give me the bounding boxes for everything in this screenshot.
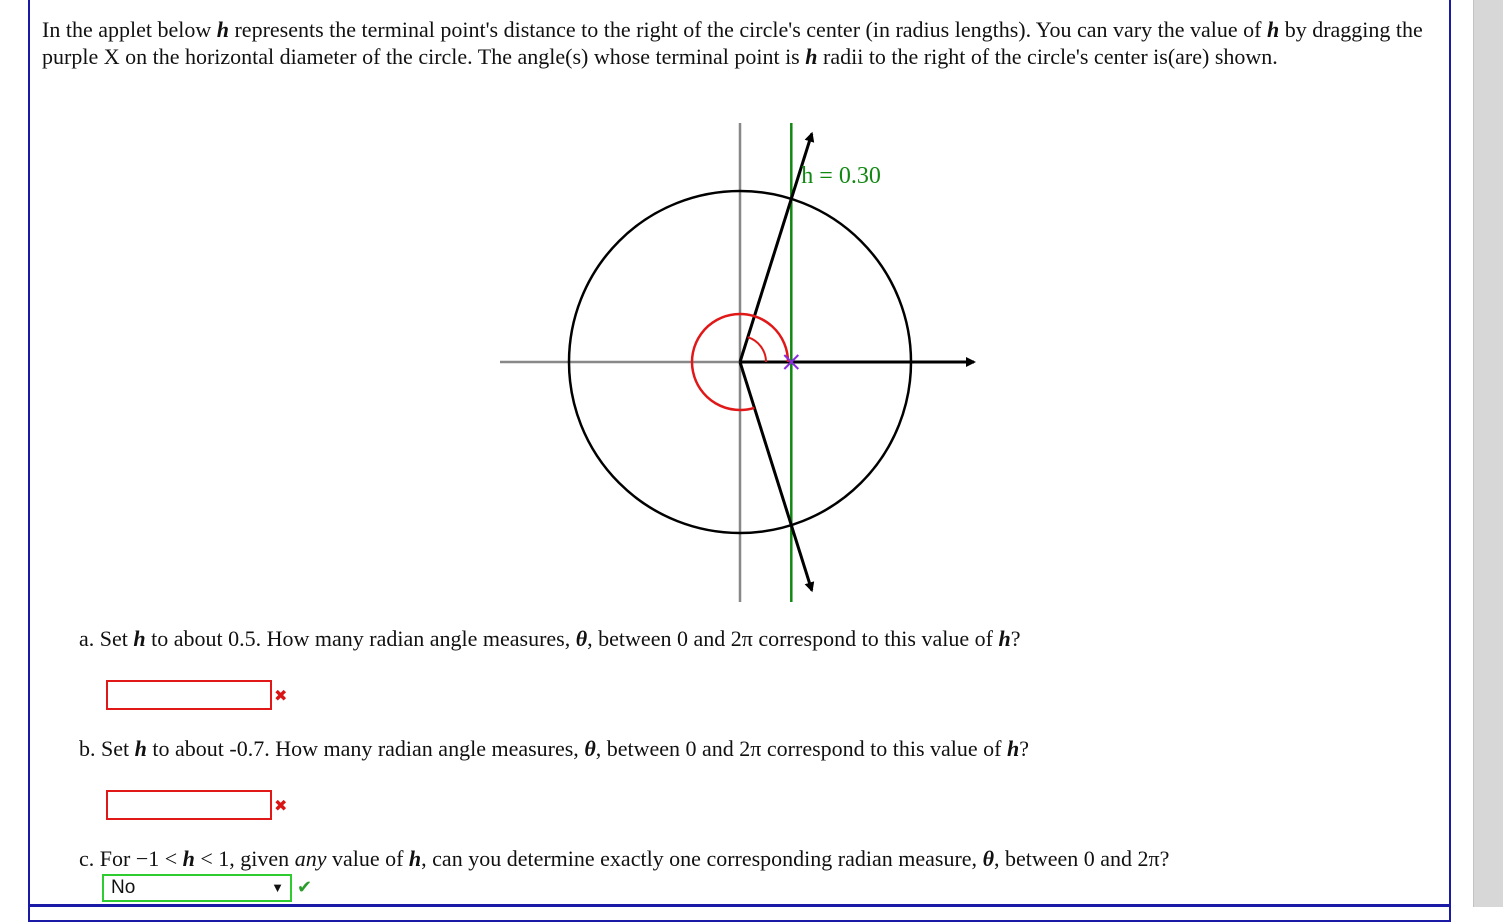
emphasis-any: any [294, 846, 327, 871]
x-icon: ✖ [274, 796, 288, 815]
intro-text: radii to the right of the circle's center is(are) shown. [817, 44, 1278, 69]
scrollbar[interactable] [1473, 0, 1503, 907]
h-variable: h [1266, 17, 1280, 42]
question-text: a. Set [79, 626, 134, 651]
question-b [79, 736, 1029, 762]
angle-arc-small [748, 337, 766, 362]
h-variable: h [134, 736, 147, 761]
question-text: c. For −1 < [79, 846, 183, 871]
chevron-down-icon: ▼ [271, 880, 284, 895]
question-text: ? [1010, 626, 1021, 651]
question-text: value of [326, 846, 409, 871]
question-text: , between 0 and 2π correspond to this value of [595, 736, 1008, 761]
question-text: < 1, given [194, 846, 295, 871]
select-value: No [111, 877, 136, 898]
h-variable: h [408, 846, 422, 871]
question-c [79, 846, 1169, 872]
h-variable: h [216, 17, 229, 42]
question-text: , can you determine exactly one corresponding radian measure, [421, 846, 983, 871]
question-a [79, 626, 1020, 652]
question-text: , between 0 and 2π? [993, 846, 1170, 871]
h-variable: h [1007, 736, 1020, 761]
answer-c-select[interactable] [102, 874, 292, 902]
theta-symbol: θ [575, 626, 588, 651]
unit-circle-applet[interactable] [490, 115, 1000, 610]
question-text: , between 0 and 2π correspond to this value of [587, 626, 999, 651]
h-value-label: h = 0.30 [801, 163, 881, 189]
h-variable: h [182, 846, 195, 871]
intro-text: represents the terminal point's distance to the right of the circle's center (in radius lengths). You can vary the value of [228, 17, 1267, 42]
question-text: b. Set [79, 736, 135, 761]
answer-a-input[interactable] [106, 680, 272, 710]
h-variable: h [133, 626, 146, 651]
check-icon: ✔ [297, 877, 313, 898]
question-text: to about 0.5. How many radian angle measures, [145, 626, 576, 651]
answer-b-input[interactable] [106, 790, 272, 820]
intro-paragraph [42, 16, 1437, 70]
h-variable: h [805, 44, 818, 69]
x-icon: ✖ [274, 686, 288, 705]
theta-symbol: θ [982, 846, 994, 871]
h-variable: h [998, 626, 1011, 651]
terminal-ray-lower [740, 362, 812, 590]
intro-text: In the applet below [42, 17, 217, 42]
theta-symbol: θ [584, 736, 596, 761]
intro-text: by dragging the purple X on the horizontal diameter of the circle. The angle(s) whose terminal point is [42, 17, 1423, 69]
question-text: ? [1019, 736, 1030, 761]
question-text: to about -0.7. How many radian angle measures, [146, 736, 585, 761]
